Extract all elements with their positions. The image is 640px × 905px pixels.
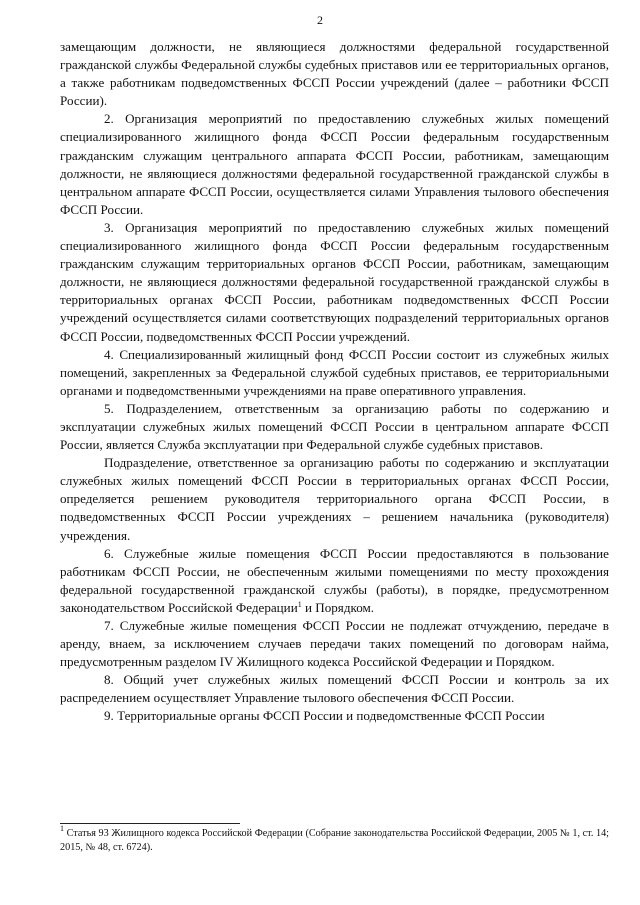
paragraph-7: 7. Служебные жилые помещения ФССП России не подлежат отчуждению, передаче в аренду, внаем, за исключением случаев передачи таких помещений по договорам найма, предусмотренным разделом IV Жилищного кодекса Российской Федерации и Порядком.: [60, 618, 609, 670]
paragraph-5: 5. Подразделением, ответственным за организацию работы по содержанию и эксплуатации служебных жилых помещений ФССП России в центральном аппарате ФССП России, является Служба эксплуатации при Федеральной службе судебных приставов.: [60, 400, 609, 453]
footnote: [60, 824, 609, 855]
paragraph-3: 3. Организация мероприятий по предоставлению служебных жилых помещений специализированного жилищного фонда ФССП России федеральным государственным гражданским служащим территориальных органов ФССП России, работникам, замещающим должности, не являющиеся должностями федеральной государственной гражданской службы в территориальных органах ФССП России, работникам подведомственных ФССП России учреждений осуществляется силами соответствующих подразделений территориальных органов ФССП России, подведомственных ФССП России учреждений.: [60, 219, 609, 344]
paragraph-9: 9. Территориальные органы ФССП России и подведомственные ФССП России: [104, 708, 545, 724]
document-body: [60, 38, 609, 726]
footnote-separator: [60, 823, 240, 824]
paragraph-6: [60, 545, 609, 617]
footnote-reference: 1: [297, 599, 302, 609]
paragraph-8: 8. Общий учет служебных жилых помещений ФССП России и контроль за их распределением осуществляет Управление тылового обеспечения ФССП России.: [60, 672, 609, 706]
paragraph-2: 2. Организация мероприятий по предоставлению служебных жилых помещений специализированного жилищного фонда ФССП России федеральным государственным гражданским служащим центрального аппарата ФССП России, работникам, замещающим должности, не являющиеся должностями федеральной государственной гражданской службы в центральном аппарате ФССП России, осуществляется силами Управления тылового обеспечения ФССП России.: [60, 111, 609, 217]
footnote-marker: 1: [60, 824, 64, 833]
paragraph-5-subparagraph: Подразделение, ответственное за организацию работы по содержанию и эксплуатации служебных жилых помещений ФССП России в территориальных органах ФССП России, определяется решением руководителя территориального органа ФССП России, в подведомственных ФССП России учреждениях – решением начальника (руководителя) учреждения.: [60, 455, 609, 543]
paragraph-6-text: 6. Служебные жилые помещения ФССП России предоставляются в пользование работникам ФССП России, не обеспеченным жилыми помещениями по месту прохождения федеральной государственной гражданской службы (работы), в порядке, предусмотренном законодательством Российской Федерации: [60, 545, 609, 615]
page-number: 2: [317, 13, 323, 27]
paragraph-4: 4. Специализированный жилищный фонд ФССП России состоит из служебных жилых помещений, закрепленных за Федеральной службой судебных приставов, ее территориальными органами и подведомственными учреждениями на праве оперативного управления.: [60, 346, 609, 398]
paragraph-continuation: замещающим должности, не являющиеся должностями федеральной государственной гражданской службы Федеральной службы судебных приставов или ее территориальных органов, а также работникам подведомственных ФССП России учреждений (далее – работники ФССП России).: [60, 39, 609, 109]
paragraph-6-tail: и Порядком.: [301, 599, 375, 615]
footnote-text: Статья 93 Жилищного кодекса Российской Федерации (Собрание законодательства Российской Федерации, 2005 № 1, ст. 14; 2015, № 48, ст. 6724).: [60, 828, 609, 853]
